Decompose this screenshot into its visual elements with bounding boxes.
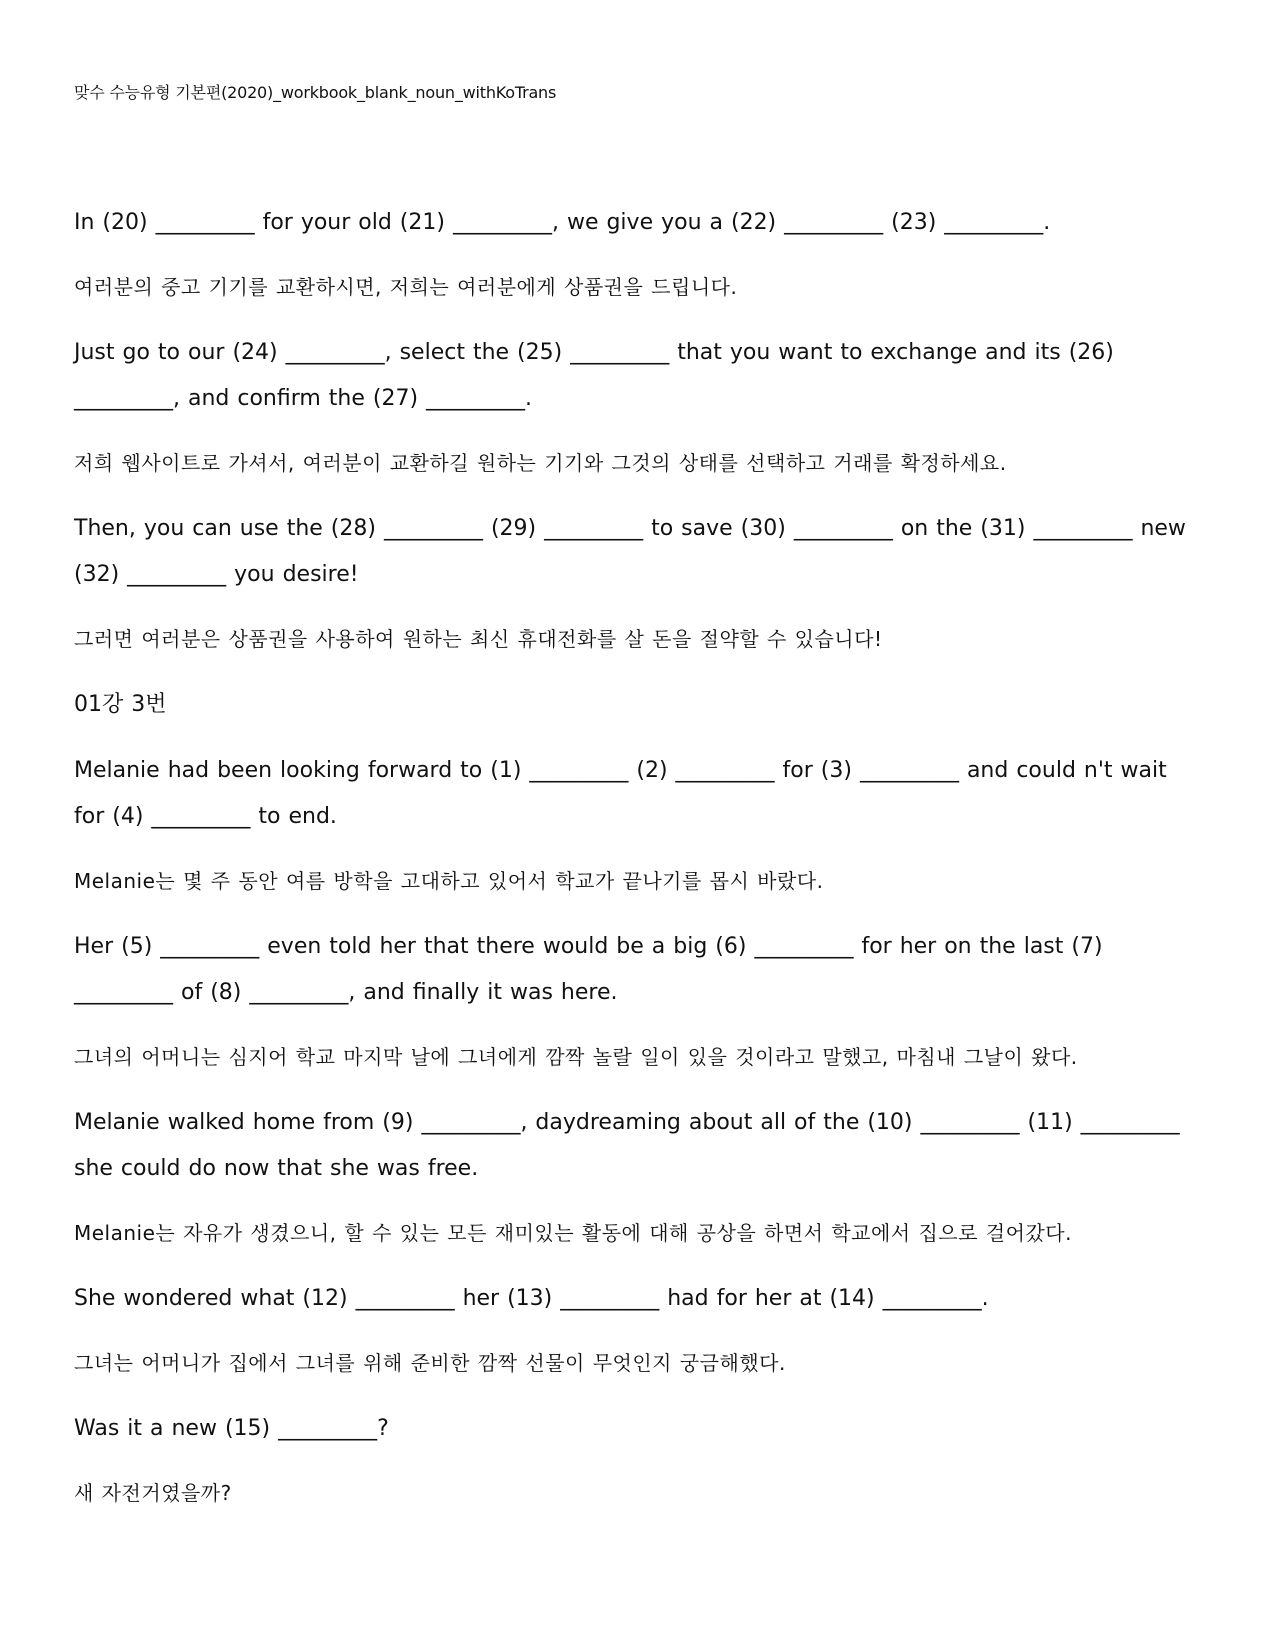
english-sentence: She wondered what (12) _________ her (13) _________ had for her at (14) _________. (74, 1286, 989, 1311)
korean-translation: 저희 웹사이트로 가셔서, 여러분이 교환하길 원하는 기기와 그것의 상태를 선택하고 거래를 확정하세요. (74, 451, 1007, 475)
document-header: 맞수 수능유형 기본편(2020)_workbook_blank_noun_withKoTrans (74, 83, 557, 102)
english-sentence: Then, you can use the (28) _________ (29) _________ to save (30) _________ on the (31) _________ new (32) _________ you desire! (74, 516, 1186, 587)
korean-translation: 여러분의 중고 기기를 교환하시면, 저희는 여러분에게 상품권을 드립니다. (74, 275, 738, 299)
english-sentence: Melanie had been looking forward to (1) _________ (2) _________ for (3) _________ and could n't wait for (4) _________ to end. (74, 758, 1167, 829)
korean-translation: 그러면 여러분은 상품권을 사용하여 원하는 최신 휴대전화를 살 돈을 절약할 수 있습니다! (74, 627, 883, 651)
korean-translation: 그녀의 어머니는 심지어 학교 마지막 날에 그녀에게 깜짝 놀랄 일이 있을 것이라고 말했고, 마침내 그날이 왔다. (74, 1045, 1078, 1069)
korean-translation: Melanie는 자유가 생겼으니, 할 수 있는 모든 재미있는 활동에 대해 공상을 하면서 학교에서 집으로 걸어갔다. (74, 1221, 1072, 1245)
korean-translation: 새 자전거였을까? (74, 1481, 232, 1505)
english-sentence: Melanie walked home from (9) _________, daydreaming about all of the (10) _________ (11) _________ she could do now that she was free. (74, 1110, 1180, 1181)
english-sentence: In (20) _________ for your old (21) _________, we give you a (22) _________ (23) _________. (74, 210, 1051, 235)
english-sentence: Just go to our (24) _________, select the (25) _________ that you want to exchange and its (26) _________, and confirm the (27) _________. (74, 340, 1114, 411)
section-label: 01강 3번 (74, 692, 167, 717)
korean-translation: Melanie는 몇 주 동안 여름 방학을 고대하고 있어서 학교가 끝나기를 몹시 바랐다. (74, 869, 824, 893)
english-sentence: Her (5) _________ even told her that there would be a big (6) _________ for her on the last (7) _________ of (8) _________, and finally it was here. (74, 934, 1103, 1005)
english-sentence: Was it a new (15) _________? (74, 1416, 389, 1441)
korean-translation: 그녀는 어머니가 집에서 그녀를 위해 준비한 깜짝 선물이 무엇인지 궁금해했다. (74, 1351, 786, 1375)
document-body (74, 200, 1204, 1536)
